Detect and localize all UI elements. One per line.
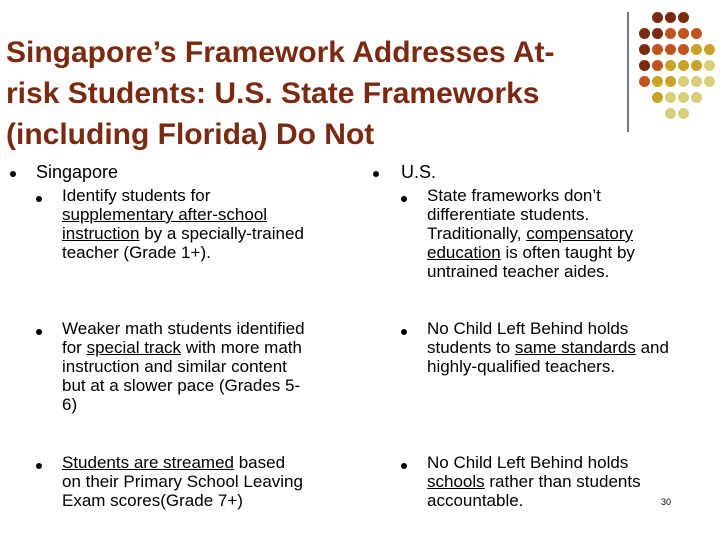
decorative-dot (678, 60, 689, 71)
title-line: (including Florida) Do Not (6, 118, 375, 151)
text-segment: differentiate students. (427, 205, 590, 224)
decorative-dot (639, 28, 650, 39)
text-line (427, 472, 641, 491)
decorative-dot (652, 60, 663, 71)
text-line (62, 338, 305, 357)
title-line: Singapore’s Framework Addresses At- (6, 36, 555, 69)
decorative-dot (678, 12, 689, 23)
bullet-icon (373, 171, 379, 177)
left-heading: Singapore (36, 162, 119, 182)
decorative-dot (704, 44, 715, 55)
right-item-2 (427, 319, 669, 376)
decorative-dot (678, 92, 689, 103)
text-segment: Traditionally, (427, 224, 527, 243)
text-line (427, 205, 635, 224)
decorative-dot (652, 28, 663, 39)
decorative-dot (678, 76, 689, 87)
decorative-dot (678, 108, 689, 119)
underlined-text: instruction (62, 224, 140, 243)
decorative-dot (678, 28, 689, 39)
bullet-icon (401, 329, 407, 335)
text-line (62, 376, 305, 395)
text-segment: State frameworks don’t (427, 186, 601, 205)
decorative-dot (665, 60, 676, 71)
decorative-dot (665, 44, 676, 55)
underlined-text: supplementary after-school (62, 205, 268, 224)
text-segment: based (233, 453, 286, 472)
decorative-dot (691, 28, 702, 39)
underlined-text: schools (427, 472, 485, 491)
left-item-1 (62, 186, 304, 262)
underlined-text: special track (86, 338, 182, 357)
text-line (62, 453, 303, 472)
decorative-dot (704, 60, 715, 71)
decorative-dot (665, 92, 676, 103)
text-line (62, 319, 305, 338)
text-segment: highly-qualified teachers. (427, 357, 616, 376)
text-line (427, 357, 669, 376)
decorative-dot (652, 76, 663, 87)
text-segment: with more math (181, 338, 302, 357)
text-segment: teacher (Grade 1+). (62, 243, 211, 262)
decorative-dot (704, 76, 715, 87)
decorative-dot-grid (639, 12, 719, 127)
decorative-dot (639, 44, 650, 55)
bullet-icon (401, 196, 407, 202)
bullet-icon (36, 196, 42, 202)
text-segment: No Child Left Behind holds (427, 453, 629, 472)
underlined-text: compensatory (526, 224, 633, 243)
left-item-3 (62, 453, 303, 510)
text-segment: No Child Left Behind holds (427, 319, 629, 338)
text-segment: Identify students for (62, 186, 211, 205)
right-item-3 (427, 453, 641, 510)
text-line (427, 491, 641, 510)
bullet-icon (10, 171, 16, 177)
decorative-dot (665, 28, 676, 39)
decorative-dot (665, 108, 676, 119)
left-item-2 (62, 319, 305, 414)
text-line (427, 224, 635, 243)
page-number: 30 (661, 497, 672, 507)
decorative-dot (678, 44, 689, 55)
underlined-text: education (427, 243, 501, 262)
text-segment: for (62, 338, 87, 357)
text-line (62, 491, 303, 510)
text-segment: untrained teacher aides. (427, 262, 610, 281)
text-line (427, 243, 635, 262)
text-line (62, 224, 304, 243)
text-segment: by a specially-trained (139, 224, 304, 243)
text-line (62, 205, 304, 224)
decorative-dot (691, 44, 702, 55)
text-segment: Exam scores(Grade 7+) (62, 491, 243, 510)
text-line (62, 395, 305, 414)
right-heading: U.S. (401, 162, 437, 182)
decorative-dot (691, 76, 702, 87)
right-item-1 (427, 186, 635, 281)
text-line (427, 453, 641, 472)
decorative-dot (652, 92, 663, 103)
title-line: risk Students: U.S. State Frameworks (6, 77, 540, 110)
text-segment: students to (427, 338, 515, 357)
slide-title (6, 32, 606, 155)
text-line (427, 186, 635, 205)
bullet-icon (401, 463, 407, 469)
text-segment: instruction and similar content (62, 357, 287, 376)
decorative-divider (627, 12, 629, 132)
text-line (62, 243, 304, 262)
text-line (427, 319, 669, 338)
text-line (62, 357, 305, 376)
bullet-icon (36, 463, 42, 469)
text-line (62, 472, 303, 491)
decorative-dot (665, 76, 676, 87)
text-segment: accountable. (427, 491, 524, 510)
bullet-icon (36, 329, 42, 335)
text-segment: is often taught by (500, 243, 635, 262)
decorative-dot (691, 92, 702, 103)
text-segment: but at a slower pace (Grades 5- (62, 376, 301, 395)
text-segment: rather than students (484, 472, 641, 491)
underlined-text: Students are streamed (62, 453, 234, 472)
decorative-dot (652, 12, 663, 23)
text-line (62, 186, 304, 205)
decorative-dot (652, 44, 663, 55)
text-line (427, 338, 669, 357)
underlined-text: same standards (514, 338, 636, 357)
decorative-dot (665, 12, 676, 23)
text-segment: Weaker math students identified (62, 319, 305, 338)
text-line (427, 262, 635, 281)
decorative-dot (639, 60, 650, 71)
decorative-dot (639, 76, 650, 87)
text-segment: 6) (62, 395, 78, 414)
text-segment: on their Primary School Leaving (62, 472, 303, 491)
decorative-dot (691, 60, 702, 71)
text-segment: and (635, 338, 669, 357)
